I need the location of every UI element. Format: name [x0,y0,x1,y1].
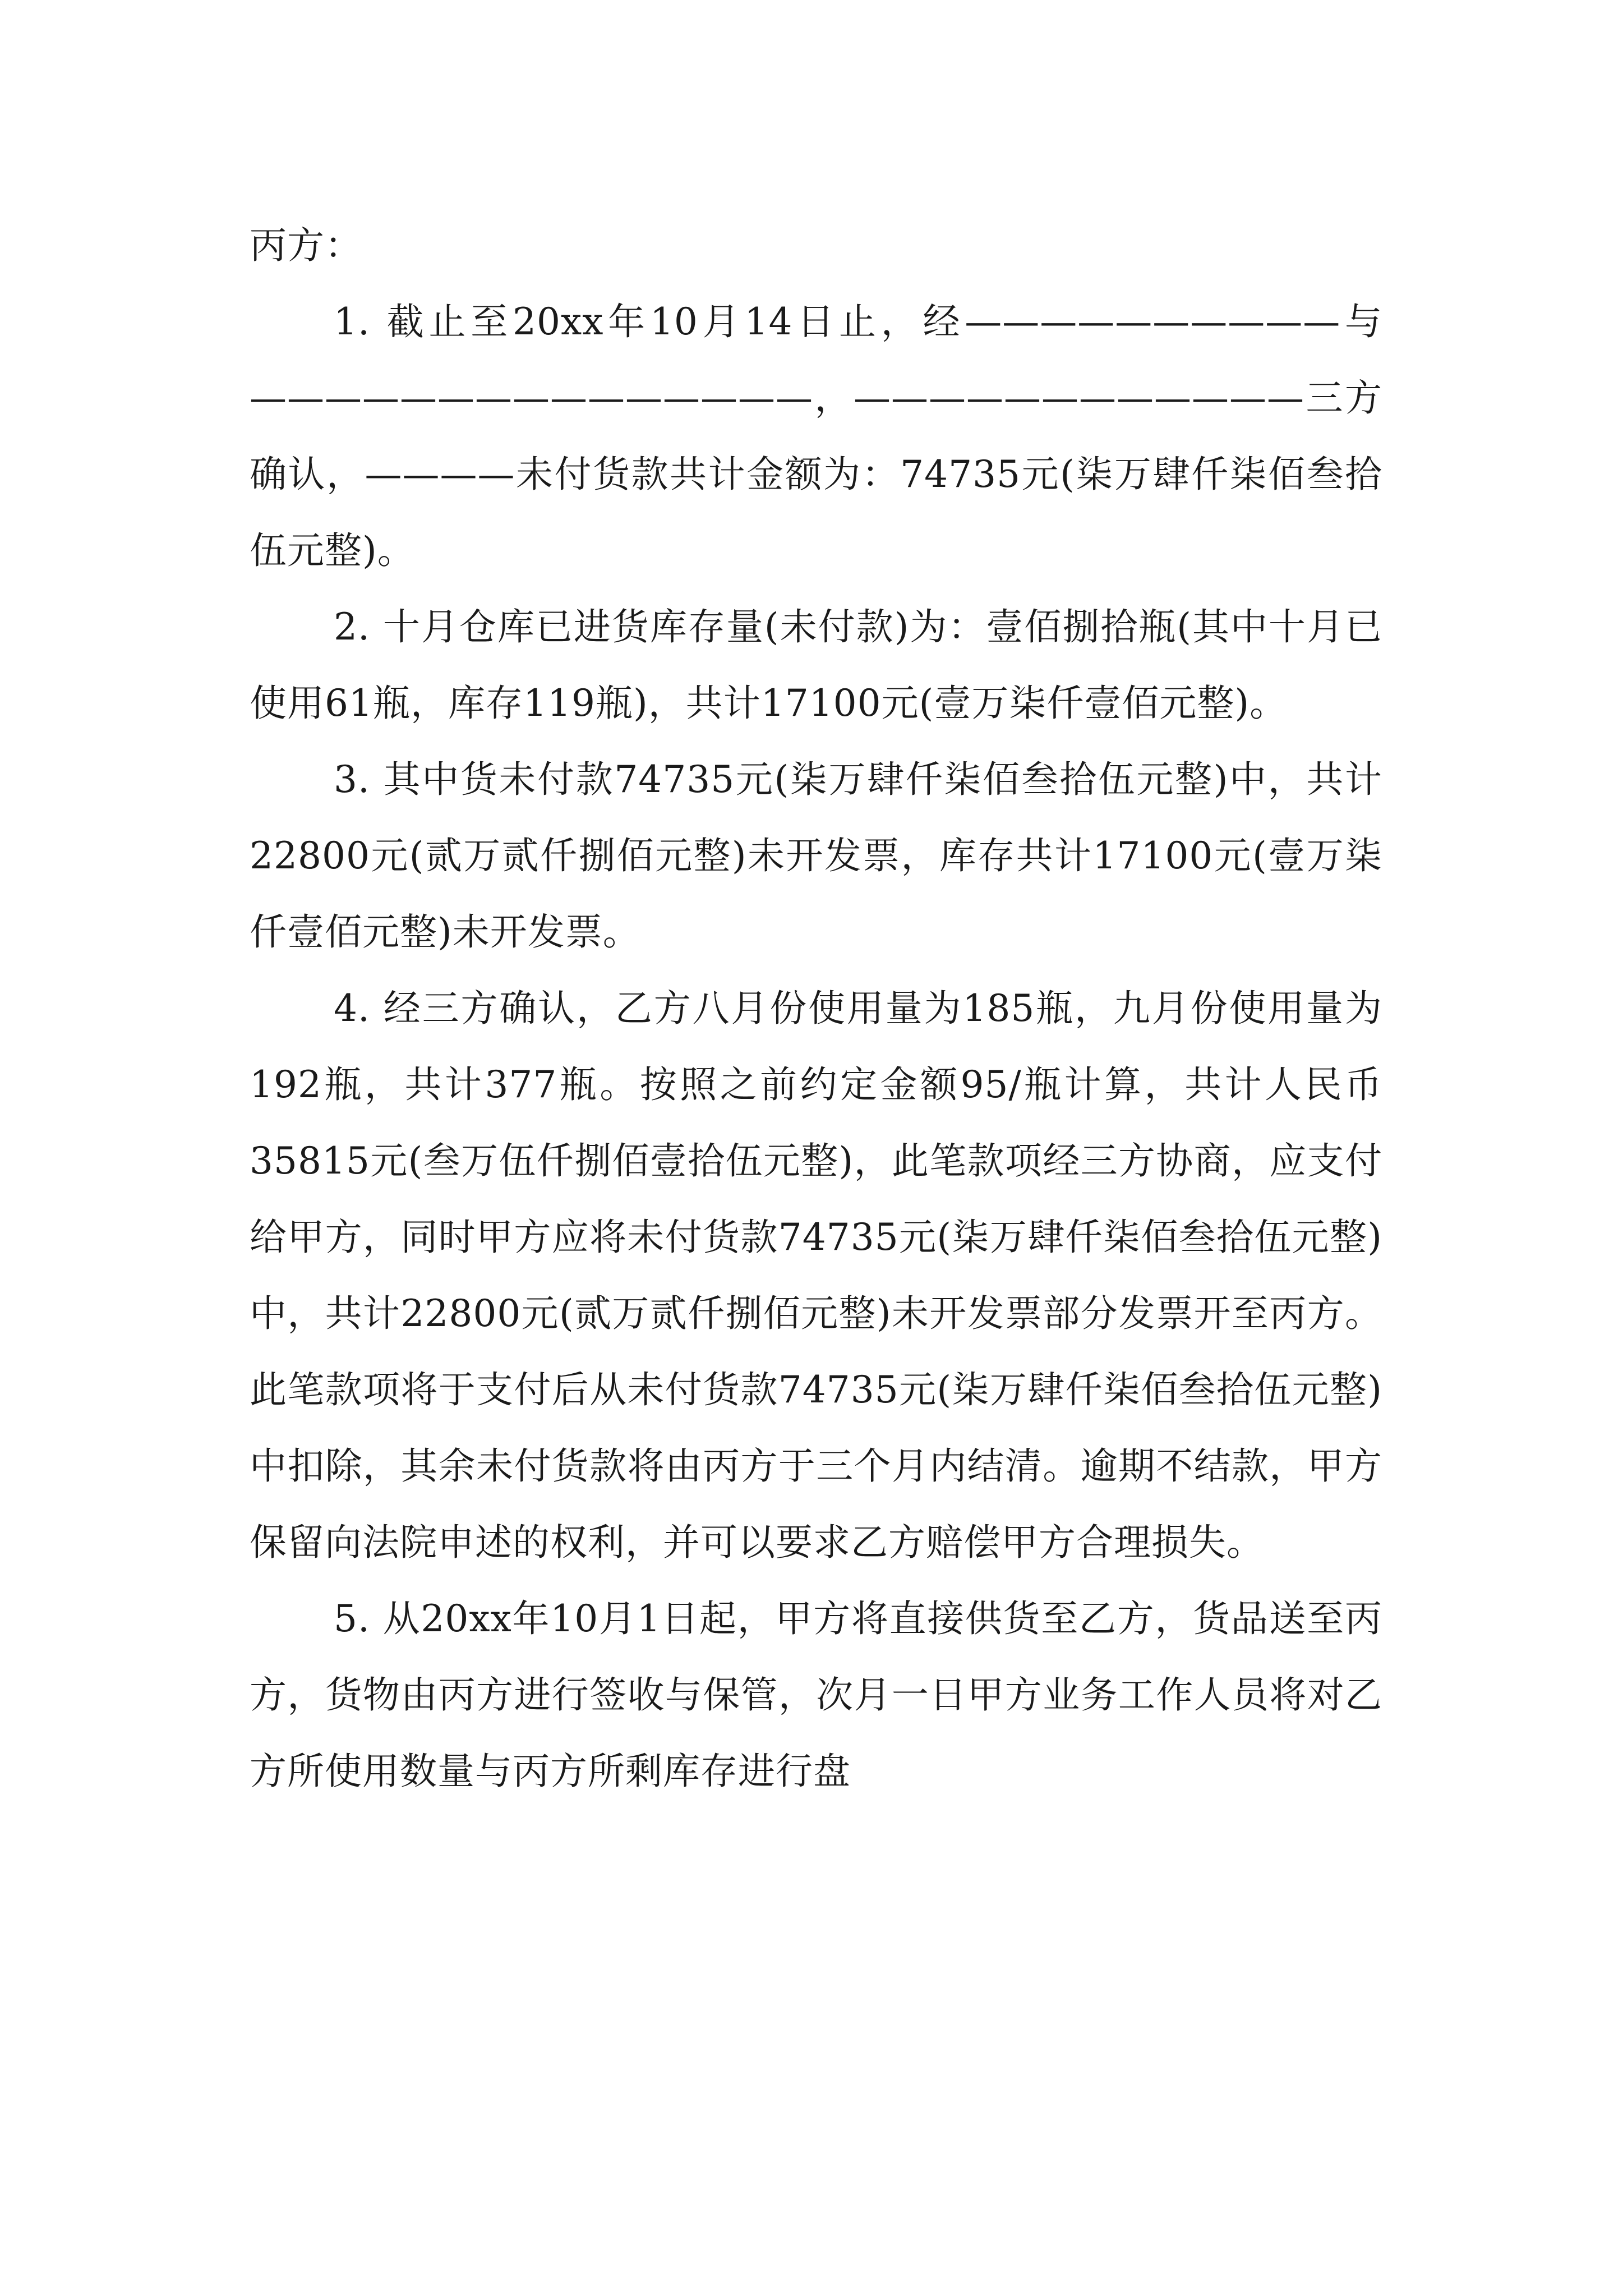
clause-5: 5. 从20xx年10月1日起，甲方将直接供货至乙方，货品送至丙方，货物由丙方进行签收与保管，次月一日甲方业务工作人员将对乙方所使用数量与丙方所剩库存进行盘 [250,1597,1382,1793]
clause-1: 1. 截止至20xx年10月14日止，经——————————与———————————————，————————————三方确认，————未付货款共计金额为：74735元(柒万肆仟柒佰叁拾伍元整)。 [250,300,1382,572]
clause-3: 3. 其中货未付款74735元(柒万肆仟柒佰叁拾伍元整)中，共计22800元(贰万贰仟捌佰元整)未开发票，库存共计17100元(壹万柒仟壹佰元整)未开发票。 [250,758,1382,954]
clause-4: 4. 经三方确认，乙方八月份使用量为185瓶，九月份使用量为192瓶，共计377瓶。按照之前约定金额95/瓶计算，共计人民币35815元(叁万伍仟捌佰壹拾伍元整)，此笔款项经三方协商，应支付给甲方，同时甲方应将未付货款74735元(柒万肆仟柒佰叁拾伍元整)中，共计22800元(贰万贰仟捌佰元整)未开发票部分发票开至丙方。此笔款项将于支付后从未付货款74735元(柒万肆仟柒佰叁拾伍元整)中扣除，其余未付货款将由丙方于三个月内结清。逾期不结款，甲方保留向法院申述的权利，并可以要求乙方赔偿甲方合理损失。 [250,987,1382,1564]
party-c-label: 丙方： [250,224,362,267]
clause-2: 2. 十月仓库已进货库存量(未付款)为：壹佰捌拾瓶(其中十月已使用61瓶，库存119瓶)，共计17100元(壹万柒仟壹佰元整)。 [250,605,1382,725]
document-body [250,208,1382,1810]
